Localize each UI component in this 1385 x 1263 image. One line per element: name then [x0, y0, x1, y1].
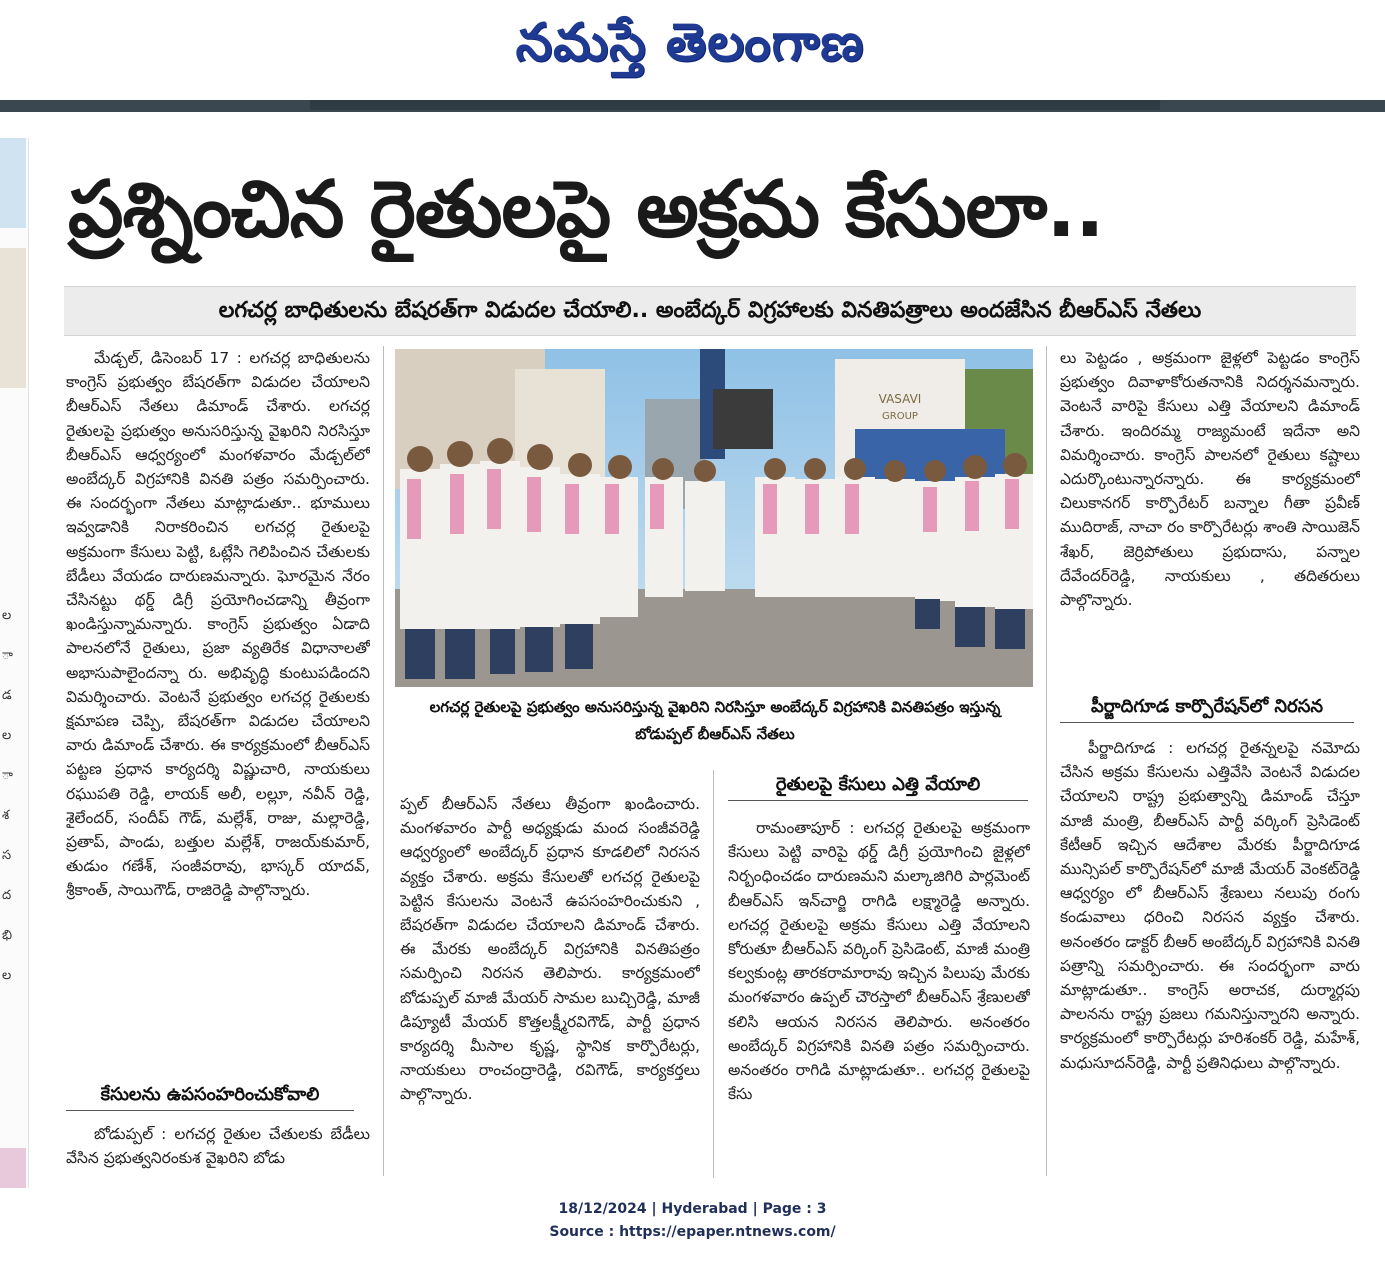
article-column-4: [1060, 346, 1360, 682]
footer-date-line: 18/12/2024 | Hyderabad | Page : 3: [558, 1201, 827, 1217]
masthead: [0, 0, 1385, 100]
article-column-3: [728, 816, 1030, 1178]
column-divider: [383, 346, 384, 1176]
column-2-paragraph: ప్పల్ బీఆర్ఎస్ నేతలు తీవ్రంగా ఖండించారు. మంగళవారం పార్టీ అధ్యక్షుడు మంద సంజీవరెడ్డి ఆధ్వర్యంలో అంబేద్కర్ ప్రధాన కూడలిలో నిరసన వ్యక్తం చేశారు. అక్రమ కేసులతో లగచర్ల రైతులపై పెట్టిన కేసులను వెంటనే ఉపసంహరించుకుని , బేషరత్‌గా విడుదల చేయాలని డిమాండ్ చేశారు. ఈ మేరకు అంబేద్కర్ విగ్రహానికి వినతిపత్రం సమర్పించి నిరసన తెలిపారు. కార్యక్రమంలో బోడుప్పల్ మాజీ మేయర్ సామల బుచ్చిరెడ్డి, మాజీ డిప్యూటీ మేయర్ కొత్తలక్ష్మీరవిగౌడ్, పార్టీ ప్రధాన కార్యదర్శి మీసాల కృష్ణ, స్థానిక కార్పొరేటర్లు, నాయకులు రాంచంద్రారెడ్డి, రవిగౌడ్, కార్యకర్తలు పాల్గొన్నారు.: [400, 795, 700, 1104]
sign-sub: GROUP: [882, 411, 918, 422]
column-divider: [713, 770, 714, 1178]
column-1-subhead: కేసులను ఉపసంహరించుకోవాలి: [66, 1080, 354, 1111]
masthead-bar: [0, 100, 1385, 112]
column-4-paragraph-2: పీర్జాదిగూడ : లగచర్ల రైతన్నలపై నమోదు చేసిన అక్రమ కేసులను ఎత్తివేసి వెంటనే విడుదల చేయాలని రాష్ట్ర ప్రభుత్వాన్ని డిమాండ్ చేస్తూ మాజీ మంత్రి, బీఆర్ఎస్ పార్టీ వర్కింగ్ ప్రెసిడెంట్ కేటీఆర్ ఇచ్చిన ఆదేశాల మేరకు పీర్జాదిగూడ మున్సిపల్ కార్పొరేషన్‌లో మాజీ మేయర్ వెంకట్‌రెడ్డి ఆధ్వర్యం లో బీఆర్ఎస్ శ్రేణులు నలుపు రంగు కండువాలు ధరించి నిరసన వ్యక్తం చేశారు. అనంతరం డాక్టర్ బీఆర్ అంబేద్కర్ విగ్రహానికి వినతి పత్రాన్ని సమర్పించారు. ఈ సందర్భంగా వారు మాట్లాడుతూ.. కాంగ్రెస్ అరాచక, దుర్మార్గపు పాలనను రాష్ట్ర ప్రజలు గమనిస్తున్నారని అన్నారు. కార్యక్రమంలో కార్పొరేటర్లు హరిశంకర్ రెడ్డి, మహేశ్, మధుసూదన్‌రెడ్డి, పార్టీ ప్రతినిధులు పాల్గొన్నారు.: [1060, 739, 1360, 1072]
column-1-paragraph-2: బోడుప్పల్ : లగచర్ల రైతుల చేతులకు బేడీలు వేసిన ప్రభుత్వనిరంకుశ వైఖరిని బోడు: [66, 1125, 370, 1168]
column-3-subhead: రైతులపై కేసులు ఎత్తి వేయాలి: [728, 770, 1028, 801]
footer-source-link[interactable]: Source : https://epaper.ntnews.com/: [549, 1224, 836, 1240]
sign-brand: VASAVI: [878, 392, 922, 406]
photo-caption: లగచర్ల రైతులపై ప్రభుత్వం అనుసరిస్తున్న వైఖరిని నిరసిస్తూ అంబేద్కర్ విగ్రహానికి వినతిపత్రం ఇస్తున్న బోడుప్పల్ బీఆర్ఎస్ నేతలు: [429, 698, 1001, 743]
column-4-paragraph: లు పెట్టడం , అక్రమంగా జైళ్లలో పెట్టడం కాంగ్రెస్ ప్రభుత్వం దివాళాకోరుతనానికి నిదర్శనమన్నారు. వెంటనే వారిపై కేసులు ఎత్తి వేయాలని డిమాండ్ చేశారు. ఇందిరమ్మ రాజ్యమంటే ఇదేనా అని విమర్శించారు. కాంగ్రెస్ పాలనలో రైతులు కష్టాలు ఎదుర్కొంటున్నారన్నారు. ఈ కార్యక్రమంలో చిలుకానగర్ కార్పొరేటర్ బన్నాల గీతా ప్రవీణ్ ముదిరాజ్, నాచా రం కార్పొరేటర్లు శాంతి సాయిజెన్ శేఖర్, జెర్రిపోతులు ప్రభుదాసు, పన్నాల దేవేందర్‌రెడ్డి, నాయకులు , తదితరులు పాల్గొన్నారు.: [1060, 349, 1360, 610]
column-divider: [1046, 346, 1047, 1176]
article-column-2: [400, 792, 700, 1178]
column-3-paragraph: రామంతాపూర్ : లగచర్ల రైతులపై అక్రమంగా కేసులు పెట్టి వారిపై థర్డ్ డిగ్రీ ప్రయోగించి జైళ్లలో నిర్బంధించడం దారుణమని మల్కాజిగిరి పార్లమెంట్ బీఆర్ఎస్ ఇన్‌చార్జి రాగిడి లక్ష్మారెడ్డి అన్నారు. లగచర్ల రైతులపై అక్రమ కేసులు ఎత్తి వేయాలని కోరుతూ బీఆర్ఎస్ వర్కింగ్ ప్రెసిడెంట్, మాజీ మంత్రి కల్వకుంట్ల తారకరామారావు ఇచ్చిన పిలుపు మేరకు మంగళవారం ఉప్పల్ చౌరస్తాలో బీఆర్ఎస్ శ్రేణులతో కలిసి ఆయన నిరసన తెలిపారు. అనంతరం అంబేద్కర్ విగ్రహానికి వినతి పత్రం సమర్పించారు. అనంతరం రాగిడి మాట్లాడుతూ.. లగచర్ల రైతులపై కేసు: [728, 819, 1030, 1104]
article-headline: ప్రశ్నించిన రైతులపై అక్రమ కేసులా..: [68, 165, 1104, 255]
newspaper-logo: నమస్తే తెలంగాణ: [515, 13, 865, 73]
article-column-4-continued: [1060, 736, 1360, 1178]
article-column-1: [66, 346, 370, 1068]
column-4-subhead: పీర్జాదిగూడ కార్పొరేషన్‌లో నిరసన: [1060, 692, 1354, 723]
article-column-1-continued: [66, 1122, 370, 1174]
column-1-paragraph: మేడ్చల్, డిసెంబర్ 17 : లగచర్ల బాధితులను కాంగ్రెస్ ప్రభుత్వం బేషరత్‌గా విడుదల చేయాలని బీఆర్ఎస్ నేతలు డిమాండ్ చేశారు. లగచర్ల రైతులపై ప్రభుత్వం అనుసరిస్తున్న వైఖరిని నిరసిస్తూ బీఆర్ఎస్ ఆధ్వర్యంలో మంగళవారం మేడ్చల్‌లో అంబేద్కర్ విగ్రహానికి వినతి పత్రం సమర్పించారు. ఈ సందర్భంగా నేతలు మాట్లాడుతూ.. భూములు ఇవ్వడానికి నిరాకరించిన లగచర్ల రైతులపై అక్రమంగా కేసులు పెట్టి, ఓట్లేసి గెలిపించిన చేతులకు బేడీలు వేయడం దారుణమన్నారు. ఘోరమైన నేరం చేసినట్టు థర్డ్ డిగ్రీ ప్రయోగించడాన్ని తీవ్రంగా ఖండిస్తున్నామన్నారు. కాంగ్రెస్ ప్రభుత్వం ఏడాది పాలనలోనే రైతులు, ప్రజా వ్యతిరేక విధానాలతో అభాసుపాలైందన్నా రు. అభివృద్ధి కుంటుపడిందని విమర్శించారు. వెంటనే ప్రభుత్వం లగచర్ల రైతులకు క్షమాపణ చెప్పి, బేషరత్‌గా విడుదల చేయాలని వారు డిమాండ్ చేశారు. ఈ కార్యక్రమంలో బీఆర్ఎస్ పట్టణ ప్రధాన కార్యదర్శి విష్ణుచారి, నాయకులు రఘుపతి రెడ్డి, లాయక్ అలీ, లల్లూ, నవీన్ రెడ్డి, శైలేందర్, సందీప్ గౌడ్, మల్లేశ్, రాజు, మల్లారెడ్డి, ప్రతాప్, పాండు, బత్తుల మల్లేశ్, రాజయ్‌కుమార్, తుడుం గణేశ్, సంజీవరావు, భాస్కర్ యాదవ్, శ్రీకాంత్, సాయిగౌడ్, రాజిరెడ్డి పాల్గొన్నారు.: [66, 349, 370, 900]
article-subheadline: లగచర్ల బాధితులను బేషరత్‌గా విడుదల చేయాలి.. అంబేద్కర్ విగ్రహాలకు వినతిపత్రాలు అందజేసిన బీఆర్ఎస్ నేతలు: [64, 286, 1356, 336]
page-footer: [0, 1198, 1385, 1244]
news-photo: [395, 349, 1033, 687]
adjacent-article-strip: ల ా డ ల ా శ స ద భి ల: [0, 138, 29, 1188]
